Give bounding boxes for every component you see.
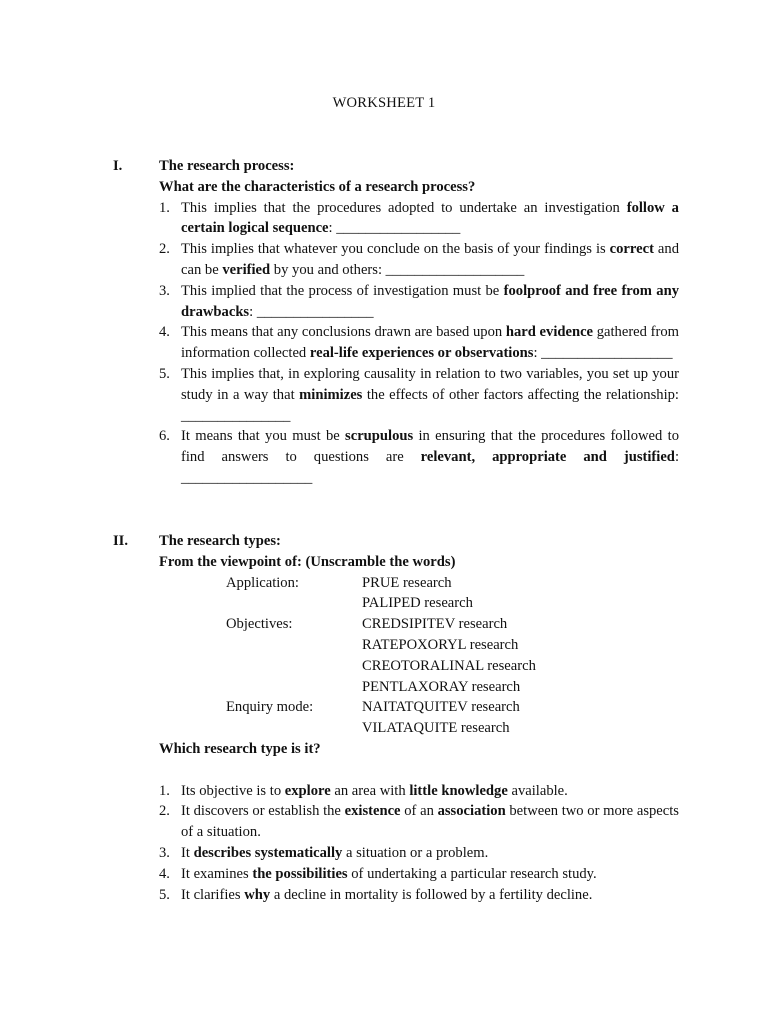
characteristics-list	[159, 198, 679, 489]
emphasis-text: minimizes	[299, 386, 363, 403]
emphasis-text: verified	[222, 261, 271, 278]
item-text: gathered from information collected	[181, 324, 679, 362]
item-text: available.	[507, 782, 568, 799]
item-number: 4.	[159, 865, 170, 882]
emphasis-text: relevant, appropriate and justified	[420, 449, 675, 466]
type-category-label	[226, 593, 362, 614]
type-row	[226, 614, 536, 635]
list-item	[159, 364, 679, 426]
emphasis-text: describes systematically	[193, 844, 343, 861]
item-number: 1.	[159, 199, 170, 216]
type-category-label: Objectives:	[226, 616, 293, 633]
type-category-label	[226, 635, 362, 656]
item-text: and can be	[181, 241, 679, 278]
emphasis-text: hard evidence	[505, 324, 594, 341]
item-text: This means that any conclusions drawn are based upon	[181, 324, 506, 341]
item-number: 1.	[159, 782, 170, 799]
emphasis-text: foolproof and free from any drawbacks	[181, 282, 679, 320]
emphasis-text: real-life experiences or observations	[309, 345, 534, 362]
item-text: It discovers or establish the	[181, 803, 345, 820]
type-row	[226, 677, 536, 698]
item-text: It means that you must be	[181, 428, 346, 445]
scrambled-word: CREOTORALINAL research	[362, 657, 536, 674]
scrambled-word: PENTLAXORAY research	[362, 678, 521, 695]
type-category-label	[226, 677, 362, 698]
section-heading: The research types:	[159, 533, 281, 549]
section-number: I.	[113, 158, 123, 174]
item-text: : ________________	[249, 303, 374, 320]
type-row	[226, 656, 536, 677]
item-number: 2.	[159, 241, 170, 258]
item-text: of an	[400, 803, 438, 820]
type-row	[226, 635, 536, 656]
item-text: This implied that the process of investigation must be	[181, 282, 504, 299]
item-text: in ensuring that the procedures followed to find answers to questions are	[181, 428, 679, 466]
list-item	[159, 885, 679, 906]
list-item	[159, 198, 679, 240]
item-number: 4.	[159, 324, 170, 341]
item-text: a decline in mortality is followed by a fertility decline.	[270, 886, 593, 903]
emphasis-text: the possibilities	[252, 865, 348, 882]
type-category-label: Enquiry mode:	[226, 699, 314, 716]
item-text: This implies that, in exploring causality in relation to two variables, you set up your study in a way that	[181, 365, 679, 403]
item-text: the effects of other factors affecting the relationship: _______________	[181, 386, 679, 424]
worksheet-title: WORKSHEET 1	[332, 95, 436, 111]
item-text: : _________________	[328, 220, 461, 237]
type-category-label	[226, 718, 362, 739]
scrambled-word: NAITATQUITEV research	[362, 699, 520, 716]
item-text: This implies that the procedures adopted to undertake an investigation	[181, 199, 627, 216]
item-text: an area with	[330, 782, 410, 799]
list-item	[159, 322, 679, 364]
list-item	[159, 864, 679, 885]
section-heading: The research process:	[159, 158, 295, 174]
emphasis-text: scrupulous	[345, 428, 414, 445]
type-row	[226, 718, 536, 739]
section-question: What are the characteristics of a research process?	[159, 178, 476, 195]
list-item	[159, 843, 679, 864]
emphasis-text: follow a certain logical sequence	[181, 199, 679, 237]
item-text: a situation or a problem.	[342, 844, 489, 861]
emphasis-text: why	[244, 886, 271, 903]
section-number: II.	[113, 533, 129, 549]
list-item	[159, 239, 679, 281]
item-number: 5.	[159, 365, 170, 382]
section-subheading: From the viewpoint of: (Unscramble the words)	[159, 553, 456, 570]
item-number: 6.	[159, 428, 170, 445]
item-text: It clarifies	[181, 886, 245, 903]
emphasis-text: correct	[609, 241, 654, 258]
scrambled-word: PALIPED research	[362, 595, 473, 612]
item-text: This implies that whatever you conclude on the basis of your findings is	[181, 241, 610, 258]
scrambled-word: RATEPOXORYL research	[362, 636, 519, 653]
scrambled-word: PRUE research	[362, 574, 452, 591]
item-number: 2.	[159, 803, 170, 820]
item-number: 3.	[159, 282, 170, 299]
list-item	[159, 426, 679, 488]
type-row	[226, 697, 536, 718]
emphasis-text: association	[437, 803, 506, 820]
item-text: between two or more aspects of a situation.	[181, 803, 679, 841]
type-row	[226, 573, 536, 594]
item-number: 3.	[159, 844, 170, 861]
type-category-label	[226, 656, 362, 677]
section-question: Which research type is it?	[159, 741, 321, 757]
type-category-label: Application:	[226, 574, 299, 591]
emphasis-text: little knowledge	[409, 782, 508, 799]
scrambled-word: VILATAQUITE research	[362, 720, 510, 737]
type-row	[226, 593, 536, 614]
list-item	[159, 781, 679, 802]
item-text: It	[181, 844, 194, 861]
emphasis-text: explore	[284, 782, 331, 799]
item-text: It examines	[181, 865, 253, 882]
item-text: by you and others: ___________________	[270, 261, 525, 278]
list-item	[159, 281, 679, 323]
research-type-questions	[159, 781, 679, 906]
list-item	[159, 801, 679, 843]
item-text: of undertaking a particular research study.	[347, 865, 597, 882]
item-text: : __________________	[181, 449, 679, 486]
research-type-table	[226, 573, 536, 739]
item-text: Its objective is to	[181, 782, 285, 799]
scrambled-word: CREDSIPITEV research	[362, 616, 508, 633]
emphasis-text: existence	[344, 803, 401, 820]
item-text: : __________________	[533, 345, 673, 362]
item-number: 5.	[159, 886, 170, 903]
